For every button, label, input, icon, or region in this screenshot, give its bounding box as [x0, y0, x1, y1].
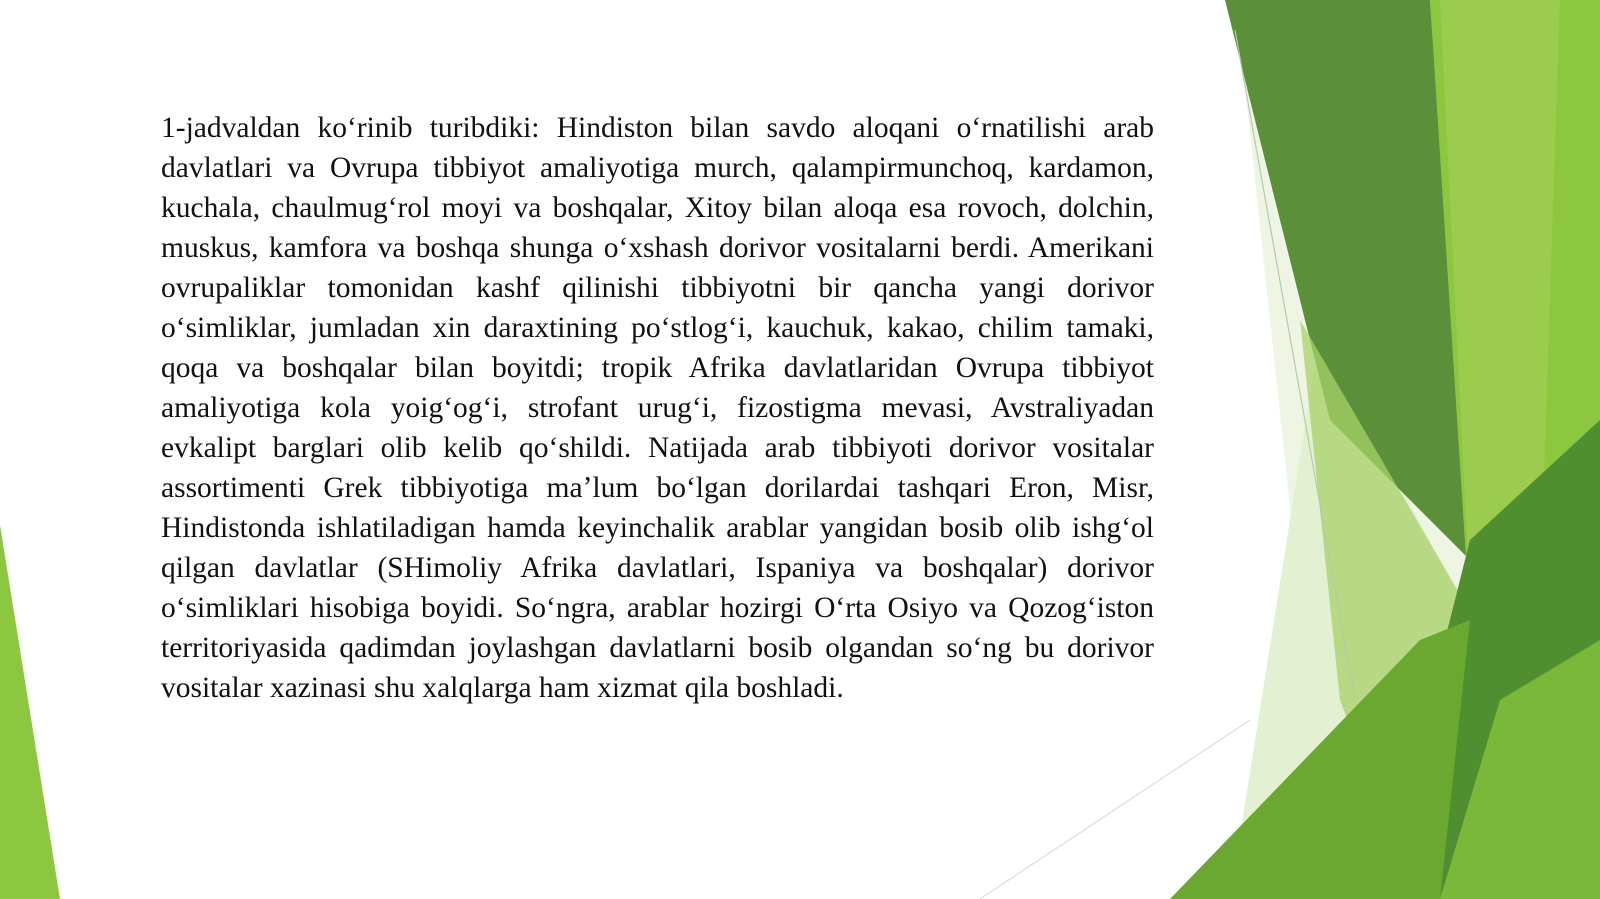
left-green-wedge	[0, 525, 60, 899]
body-paragraph: 1-jadvaldan koʻrinib turibdiki: Hindiston bilan savdo aloqani oʻrnatilishi arab davlatlari va Ovrupa tibbiyot amaliyotiga murch, qalampirmunchoq, kardamon, kuchala, chaulmugʻrol moyi va boshqalar, Xitoy bilan aloqa esa rovoch, dolchin, muskus, kamfora va boshqa shunga oʻxshash dorivor vositalarni berdi. Amerikani ovrupaliklar tomonidan kashf qilinishi tibbiyotni bir qancha yangi dorivor oʻsimliklar, jumladan xin daraxtining poʻstlogʻi, kauchuk, kakao, chilim tamaki, qoqa va boshqalar bilan boyitdi; tropik Afrika davlatlaridan Ovrupa tibbiyot amaliyotiga kola yoigʻogʻi, strofant urugʻi, fizostigma mevasi, Avstraliyadan evkalipt barglari olib kelib qoʻshildi. Natijada arab tibbiyoti dorivor vositalar assortimenti Grek tibbiyotiga maʼlum boʻlgan dorilardai tashqari Eron, Misr, Hindistonda ishlatiladigan hamda keyinchalik arablar yangidan bosib olib ishgʻol qilgan davlatlar (SHimoliy Afrika davlatlari, Ispaniya va boshqalar) dorivor oʻsimliklari hisobiga boyidi. Soʻngra, arablar hozirgi Oʻrta Osiyo va Qozogʻiston territoriyasida qadimdan joylashgan davlatlarni bosib olgandan soʻng bu dorivor vositalar xazinasi shu xalqlarga ham xizmat qila boshladi.	[161, 112, 1154, 704]
